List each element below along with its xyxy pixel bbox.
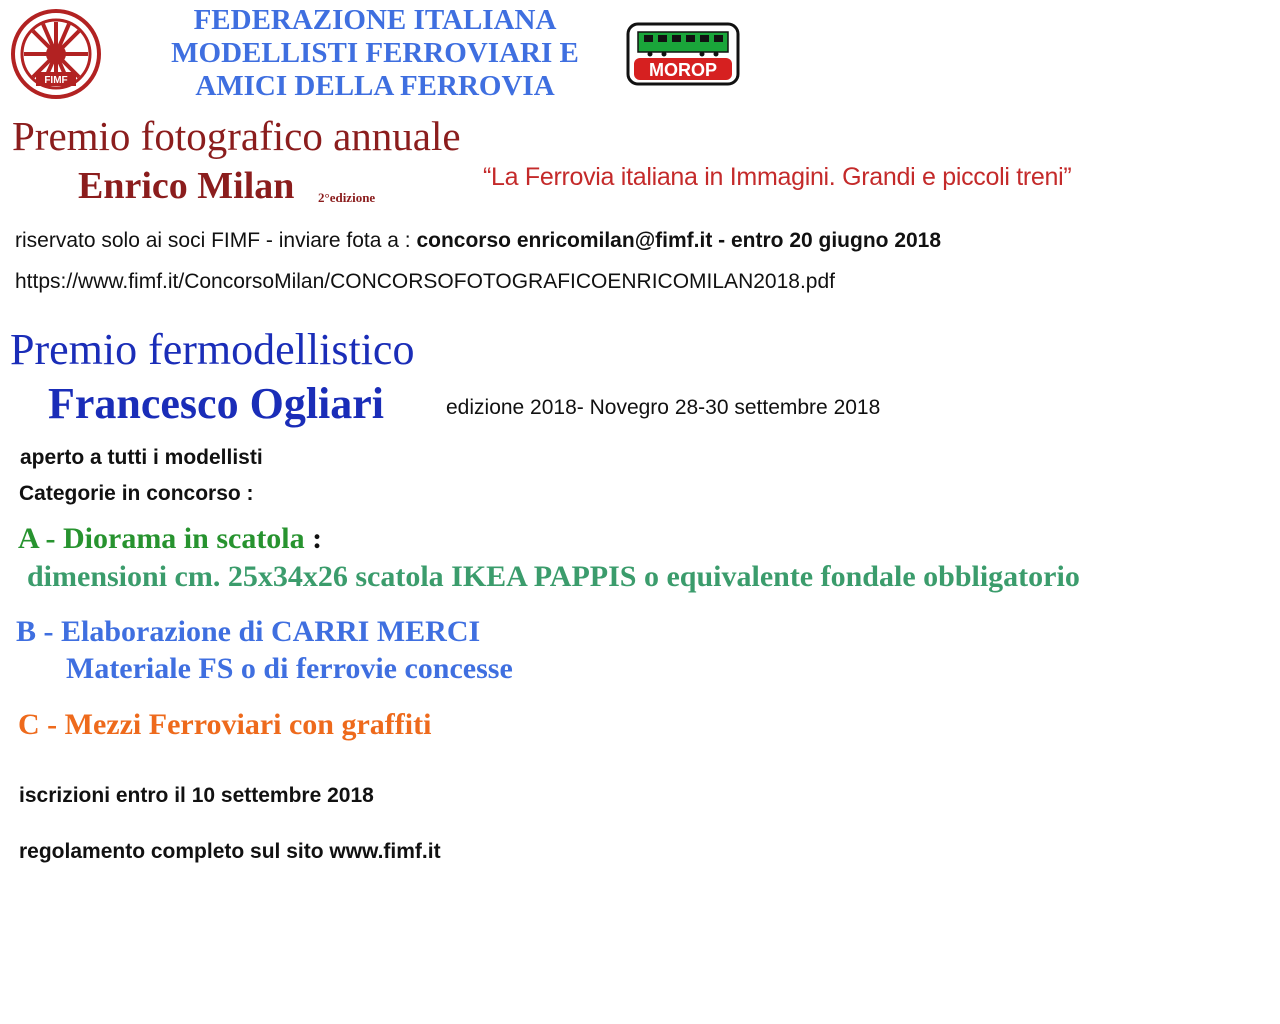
federation-title — [130, 4, 620, 103]
photo-award-title: Premio fotografico annuale — [12, 113, 461, 159]
federation-title-line-3: AMICI DELLA FERROVIA — [195, 70, 555, 102]
registration-deadline: iscrizioni entro il 10 settembre 2018 — [19, 784, 374, 807]
federation-title-line-1: FEDERAZIONE ITALIANA — [193, 4, 557, 36]
morop-logo-text: MOROP — [648, 60, 718, 80]
fimf-wheel-logo-icon — [10, 8, 102, 100]
photo-award-slogan: “La Ferrovia italiana in Immagini. Grandi e piccoli treni” — [483, 163, 1072, 191]
model-award-title: Premio fermodellistico — [10, 325, 415, 374]
fimf-logo-text: FIMF — [44, 75, 68, 86]
photo-award-url: https://www.fimf.it/ConcorsoMilan/CONCORSOFOTOGRAFICOENRICOMILAN2018.pdf — [15, 270, 835, 293]
model-award-name: Francesco Ogliari — [48, 379, 385, 428]
category-a-description: dimensioni cm. 25x34x26 scatola IKEA PAPPIS o equivalente fondale obbligatorio — [27, 560, 1080, 593]
category-b-label: B - Elaborazione di CARRI MERCI — [16, 615, 481, 648]
category-b-description: Materiale FS o di ferrovie concesse — [66, 652, 513, 685]
photo-award-info — [15, 229, 941, 253]
photo-award-name: Enrico Milan — [78, 165, 295, 207]
photo-award-edition: 2°edizione — [318, 190, 376, 205]
model-award-edition: edizione 2018- Novegro 28-30 settembre 2018 — [446, 396, 881, 419]
morop-locomotive-logo-icon — [626, 22, 740, 86]
photo-award-info-contact: concorso enricomilan@fimf.it - entro 20 giugno 2018 — [416, 229, 942, 252]
category-a-label — [18, 522, 322, 556]
category-c-label: C - Mezzi Ferroviari con graffiti — [18, 708, 432, 741]
federation-title-line-2: MODELLISTI FERROVIARI E — [171, 37, 579, 69]
category-a-colon: : — [304, 522, 323, 555]
category-a-title: A - Diorama in scatola — [18, 522, 305, 555]
regulation-note: regolamento completo sul sito www.fimf.it — [19, 840, 441, 863]
photo-award-info-prefix: riservato solo ai soci FIMF - inviare fota a : — [15, 229, 417, 252]
model-award-categories-label: Categorie in concorso : — [19, 482, 254, 505]
model-award-open-to: aperto a tutti i modellisti — [20, 446, 263, 469]
